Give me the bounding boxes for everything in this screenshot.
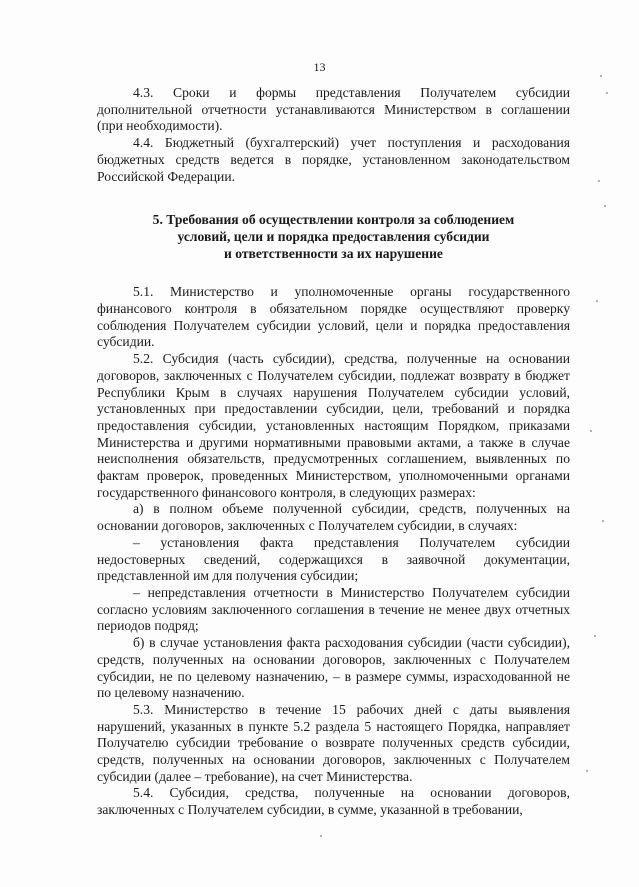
scan-speck [594, 635, 596, 637]
paragraph-5-1: 5.1. Министерство и уполномоченные органы государственного финансового контроля в обязательном порядке осуществляют проверку соблюдения Получателем субсидии условий, цели и порядка предоставления субсидии. [97, 284, 570, 350]
scan-speck [606, 92, 608, 94]
paragraph-5-2-b: б) в случае установления факта расходования субсидии (части субсидии), средств, полученных на основании договоров, заключенных с Получателем субсидии, не по целевому назначению, – в размере суммы, израсходованной не по целевому назначению. [97, 635, 570, 701]
scan-speck [596, 300, 598, 302]
section-heading-line: и ответственности за их нарушение [224, 245, 443, 261]
list-item-dash: – установления факта представления Получателем субсидии недостоверных сведений, содержащихся в заявочной документации, представленной им для получения субсидии; [97, 534, 570, 584]
document-body [97, 85, 570, 819]
paragraph-5-3: 5.3. Министерство в течение 15 рабочих дней с даты выявления нарушений, указанных в пункте 5.2 раздела 5 настоящего Порядка, направляет Получателю субсидии требование о возврате полученных средств субсидии, средств, полученных на основании договоров, заключенных с Получателем субсидии (далее – требование), на счет Министерства. [97, 701, 570, 784]
paragraph-5-2: 5.2. Субсидия (часть субсидии), средства, полученные на основании договоров, заключенных с Получателем субсидии, подлежат возврату в бюджет Республики Крым в случаях нарушения Получателем субсидии условий, установленных при предоставлении субсидии, цели, требований и порядка предоставления субсидии, установленных настоящим Порядком, приказами Министерства и другими нормативными правовыми актами, а также в случае неисполнения обязательств, предусмотренных соглашением, выявленных по фактам проверок, проведенных Министерством, уполномоченными органами государственного финансового контроля, в следующих размерах: [97, 351, 570, 500]
scan-speck [590, 430, 592, 432]
scan-speck [600, 75, 602, 77]
paragraph-5-4: 5.4. Субсидия, средства, полученные на основании договоров, заключенных с Получателем субсидии, в сумме, указанной в требовании, [97, 785, 570, 818]
scan-speck [586, 770, 588, 772]
scan-speck [598, 180, 600, 182]
page-number: 13 [313, 60, 326, 74]
scan-speck [320, 835, 322, 837]
paragraph-4-4: 4.4. Бюджетный (бухгалтерский) учет поступления и расходования бюджетных средств ведется в порядке, установленном законодательством Российской Федерации. [97, 135, 570, 184]
section-heading-line: 5. Требования об осуществлении контроля за соблюдением [152, 212, 515, 228]
paragraph-5-2-a: а) в полном объеме полученной субсидии, средств, полученных на основании договоров, заключенных с Получателем субсидии, в случаях: [97, 501, 570, 534]
section-heading [97, 212, 570, 262]
scan-speck [602, 520, 604, 522]
list-item-dash: – непредставления отчетности в Министерство Получателем субсидии согласно условиям заключенного соглашения в течение не менее двух отчетных периодов подряд; [97, 584, 570, 634]
paragraph-4-3: 4.3. Сроки и формы представления Получателем субсидии дополнительной отчетности устанавливаются Министерством в соглашении (при необходимости). [97, 85, 570, 134]
scan-speck [604, 205, 606, 207]
section-heading-line: условий, цели и порядка предоставления субсидии [177, 228, 490, 244]
